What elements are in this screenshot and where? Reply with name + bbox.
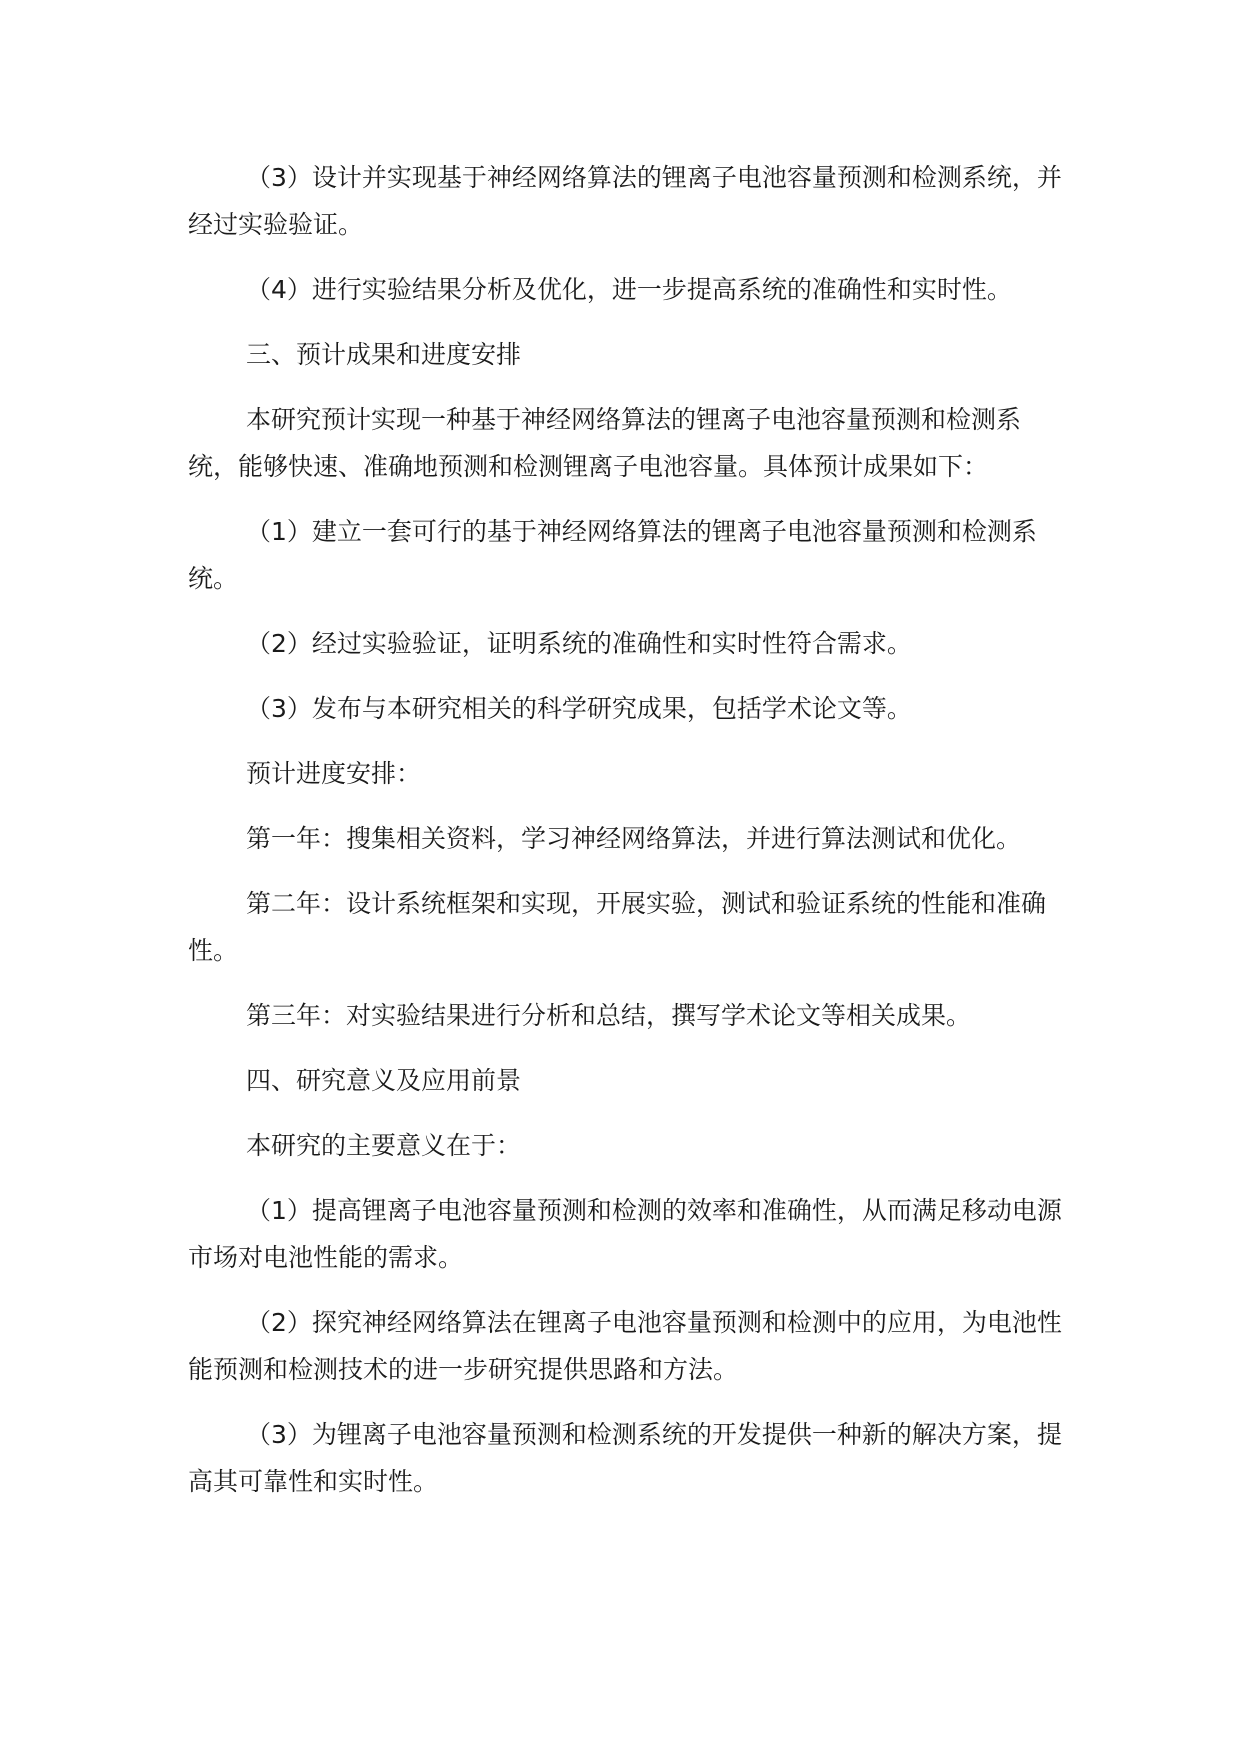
paragraph-significance-1: （1）提高锂离子电池容量预测和检测的效率和准确性，从而满足移动电源市场对电池性能的需求。 <box>188 1196 1062 1272</box>
paragraph-schedule-year-3: 第三年：对实验结果进行分析和总结，撰写学术论文等相关成果。 <box>246 1001 972 1030</box>
section-heading-expected-results: 三、预计成果和进度安排 <box>246 340 522 369</box>
paragraph-significance-intro: 本研究的主要意义在于： <box>246 1131 522 1160</box>
document-body <box>188 154 1068 1523</box>
paragraph-schedule-intro: 预计进度安排： <box>246 759 422 788</box>
paragraph-objective-4: （4）进行实验结果分析及优化，进一步提高系统的准确性和实时性。 <box>246 275 1012 304</box>
paragraph-significance-2: （2）探究神经网络算法在锂离子电池容量预测和检测中的应用，为电池性能预测和检测技术的进一步研究提供思路和方法。 <box>188 1308 1062 1384</box>
paragraph-result-2: （2）经过实验验证，证明系统的准确性和实时性符合需求。 <box>246 629 912 658</box>
paragraph-result-1: （1）建立一套可行的基于神经网络算法的锂离子电池容量预测和检测系统。 <box>188 517 1037 593</box>
paragraph-significance-3: （3）为锂离子电池容量预测和检测系统的开发提供一种新的解决方案，提高其可靠性和实时性。 <box>188 1420 1062 1496</box>
section-heading-significance: 四、研究意义及应用前景 <box>246 1066 522 1095</box>
paragraph-schedule-year-2: 第二年：设计系统框架和实现，开展实验，测试和验证系统的性能和准确性。 <box>188 889 1047 965</box>
paragraph-schedule-year-1: 第一年：搜集相关资料，学习神经网络算法，并进行算法测试和优化。 <box>246 824 1022 853</box>
paragraph-expected-results-intro: 本研究预计实现一种基于神经网络算法的锂离子电池容量预测和检测系统，能够快速、准确地预测和检测锂离子电池容量。具体预计成果如下： <box>188 405 1022 481</box>
paragraph-result-3: （3）发布与本研究相关的科学研究成果，包括学术论文等。 <box>246 694 912 723</box>
paragraph-objective-3: （3）设计并实现基于神经网络算法的锂离子电池容量预测和检测系统，并经过实验验证。 <box>188 163 1062 239</box>
